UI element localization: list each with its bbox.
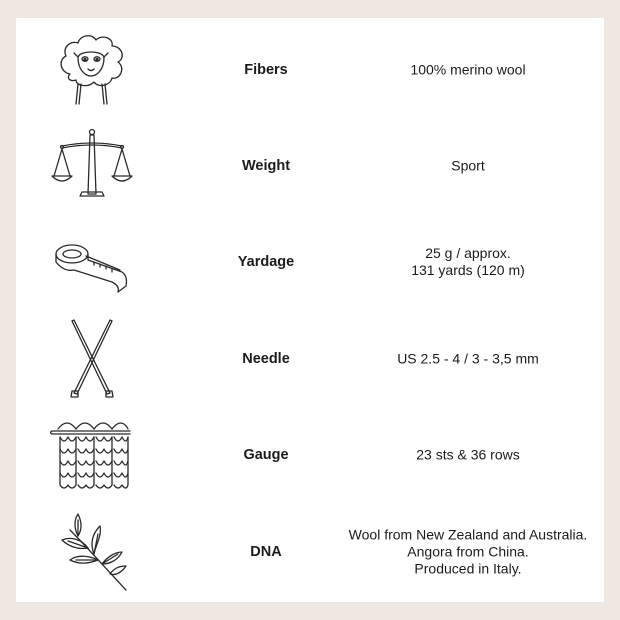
spec-value-line: 23 sts & 36 rows — [416, 446, 520, 463]
spec-value-line: US 2.5 - 4 / 3 - 3,5 mm — [397, 350, 539, 367]
spec-row-dna — [16, 504, 604, 600]
frame-left — [0, 0, 16, 620]
spec-value — [334, 351, 602, 368]
spec-value-line: Angora from China. — [407, 543, 529, 560]
frame-bottom — [0, 602, 620, 620]
tape-measure-icon — [50, 220, 134, 304]
spec-label: Fibers — [244, 62, 288, 78]
spec-row-yardage — [16, 214, 604, 310]
sheep-icon — [50, 28, 134, 112]
spec-value-line: 131 yards (120 m) — [411, 262, 525, 278]
spec-label: Gauge — [243, 447, 289, 463]
spec-label: DNA — [250, 544, 282, 560]
spec-row-gauge — [16, 407, 604, 503]
spec-row-weight — [16, 118, 604, 214]
spec-value — [334, 158, 602, 175]
spec-row-fibers — [16, 22, 604, 118]
spec-value — [334, 62, 602, 79]
spec-label: Needle — [242, 351, 290, 367]
spec-label: Yardage — [237, 254, 295, 270]
spec-value — [334, 245, 602, 279]
spec-value — [334, 447, 602, 464]
frame-top — [0, 0, 620, 18]
knit-stitches-icon — [50, 413, 134, 497]
leaf-branch-icon — [50, 510, 134, 594]
spec-value-line: Sport — [451, 157, 485, 174]
spec-value-line: 25 g / approx. — [425, 245, 511, 261]
spec-label: Weight — [241, 158, 291, 174]
spec-value-line: 100% merino wool — [410, 61, 526, 78]
needles-icon — [50, 317, 134, 401]
spec-value-line: Wool from New Zealand and Australia. — [348, 526, 588, 543]
spec-value — [334, 527, 602, 578]
spec-row-needle — [16, 311, 604, 407]
frame-right — [604, 0, 620, 620]
spec-value-line: Produced in Italy. — [414, 560, 522, 577]
yarn-specs-table — [16, 18, 604, 602]
scale-icon — [50, 124, 134, 208]
